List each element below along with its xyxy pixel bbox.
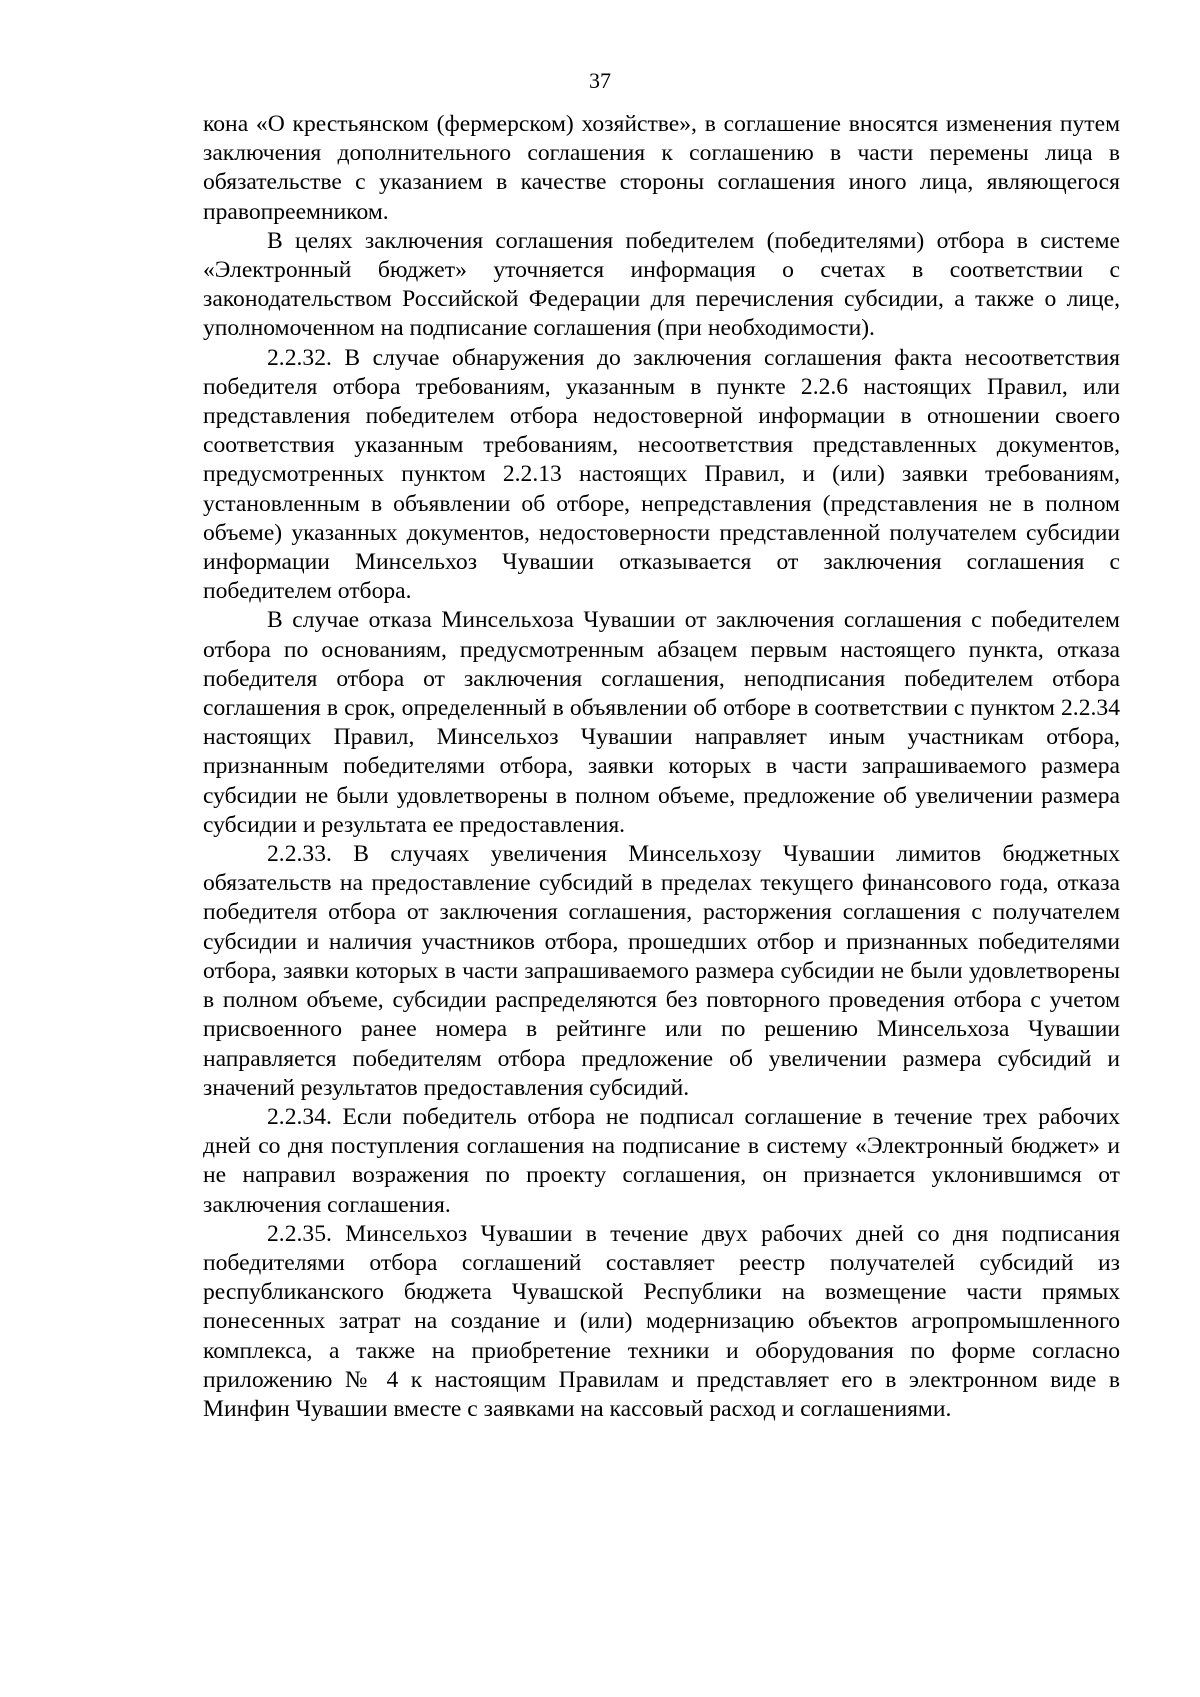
paragraph-electronic-budget: В целях заключения соглашения победителем (победителями) отбора в системе «Электронный бюджет» уточняется информация о счетах в соответствии с законодательством Российской Федерации для перечисления субсидии, а также о лице, уполномоченном на подписание соглашения (при необходимости).: [203, 227, 1120, 342]
paragraph-continuation: кона «О крестьянском (фермерском) хозяйстве», в соглашение вносятся изменения путем заключения дополнительного соглашения к соглашению в части перемены лица в обязательстве с указанием в качестве стороны соглашения иного лица, являющегося правопреемником.: [203, 111, 1120, 225]
document-body: [203, 110, 1120, 1424]
paragraph-2-2-35: 2.2.35. Минсельхоз Чувашии в течение двух рабочих дней со дня подписания победителями отбора соглашений составляет реестр получателей субсидий из республиканского бюджета Чувашской Республики на возмещение части прямых понесенных затрат на создание и (или) модернизацию объектов агропромышленного комплекса, а также на приобретение техники и оборудования по форме согласно приложению № 4 к настоящим Правилам и представляет его в электронном виде в Минфин Чувашии вместе с заявками на кассовый расход и соглашениями.: [203, 1220, 1120, 1422]
page-number: 37: [589, 68, 611, 93]
paragraph-2-2-32: 2.2.32. В случае обнаружения до заключения соглашения факта несоответствия победителя отбора требованиям, указанным в пункте 2.2.6 настоящих Правил, или представления победителем отбора недостоверной информации в отношении своего соответствия указанным требованиям, несоответствия представленных документов, предусмотренных пунктом 2.2.13 настоящих Правил, и (или) заявки требованиям, установленным в объявлении об отборе, непредставления (представления не в полном объеме) указанных документов, недостоверности представленной получателем субсидии информации Минсельхоз Чувашии отказывается от заключения соглашения с победителем отбора.: [203, 344, 1120, 605]
paragraph-2-2-33: 2.2.33. В случаях увеличения Минсельхозу Чувашии лимитов бюджетных обязательств на предоставление субсидий в пределах текущего финансового года, отказа победителя отбора от заключения соглашения, расторжения соглашения с получателем субсидии и наличия участников отбора, прошедших отбор и признанных победителями отбора, заявки которых в части запрашиваемого размера субсидии не были удовлетворены в полном объеме, субсидии распределяются без повторного проведения отбора с учетом присвоенного ранее номера в рейтинге или по решению Минсельхоза Чувашии направляется победителям отбора предложение об увеличении размера субсидий и значений результатов предоставления субсидий.: [203, 841, 1120, 1101]
paragraph-refusal: В случае отказа Минсельхоза Чувашии от заключения соглашения с победителем отбора по основаниям, предусмотренным абзацем первым настоящего пункта, отказа победителя отбора от заключения соглашения, неподписания победителем отбора соглашения в срок, определенный в объявлении об отборе в соответствии с пунктом 2.2.34 настоящих Правил, Минсельхоз Чувашии направляет иным участникам отбора, признанным победителями отбора, заявки которых в части запрашиваемого размера субсидии не были удовлетворены в полном объеме, предложение об увеличении размера субсидии и результата ее предоставления.: [203, 607, 1120, 838]
paragraph-2-2-34: 2.2.34. Если победитель отбора не подписал соглашение в течение трех рабочих дней со дня поступления соглашения на подписание в систему «Электронный бюджет» и не направил возражения по проекту соглашения, он признается уклонившимся от заключения соглашения.: [203, 1103, 1120, 1218]
